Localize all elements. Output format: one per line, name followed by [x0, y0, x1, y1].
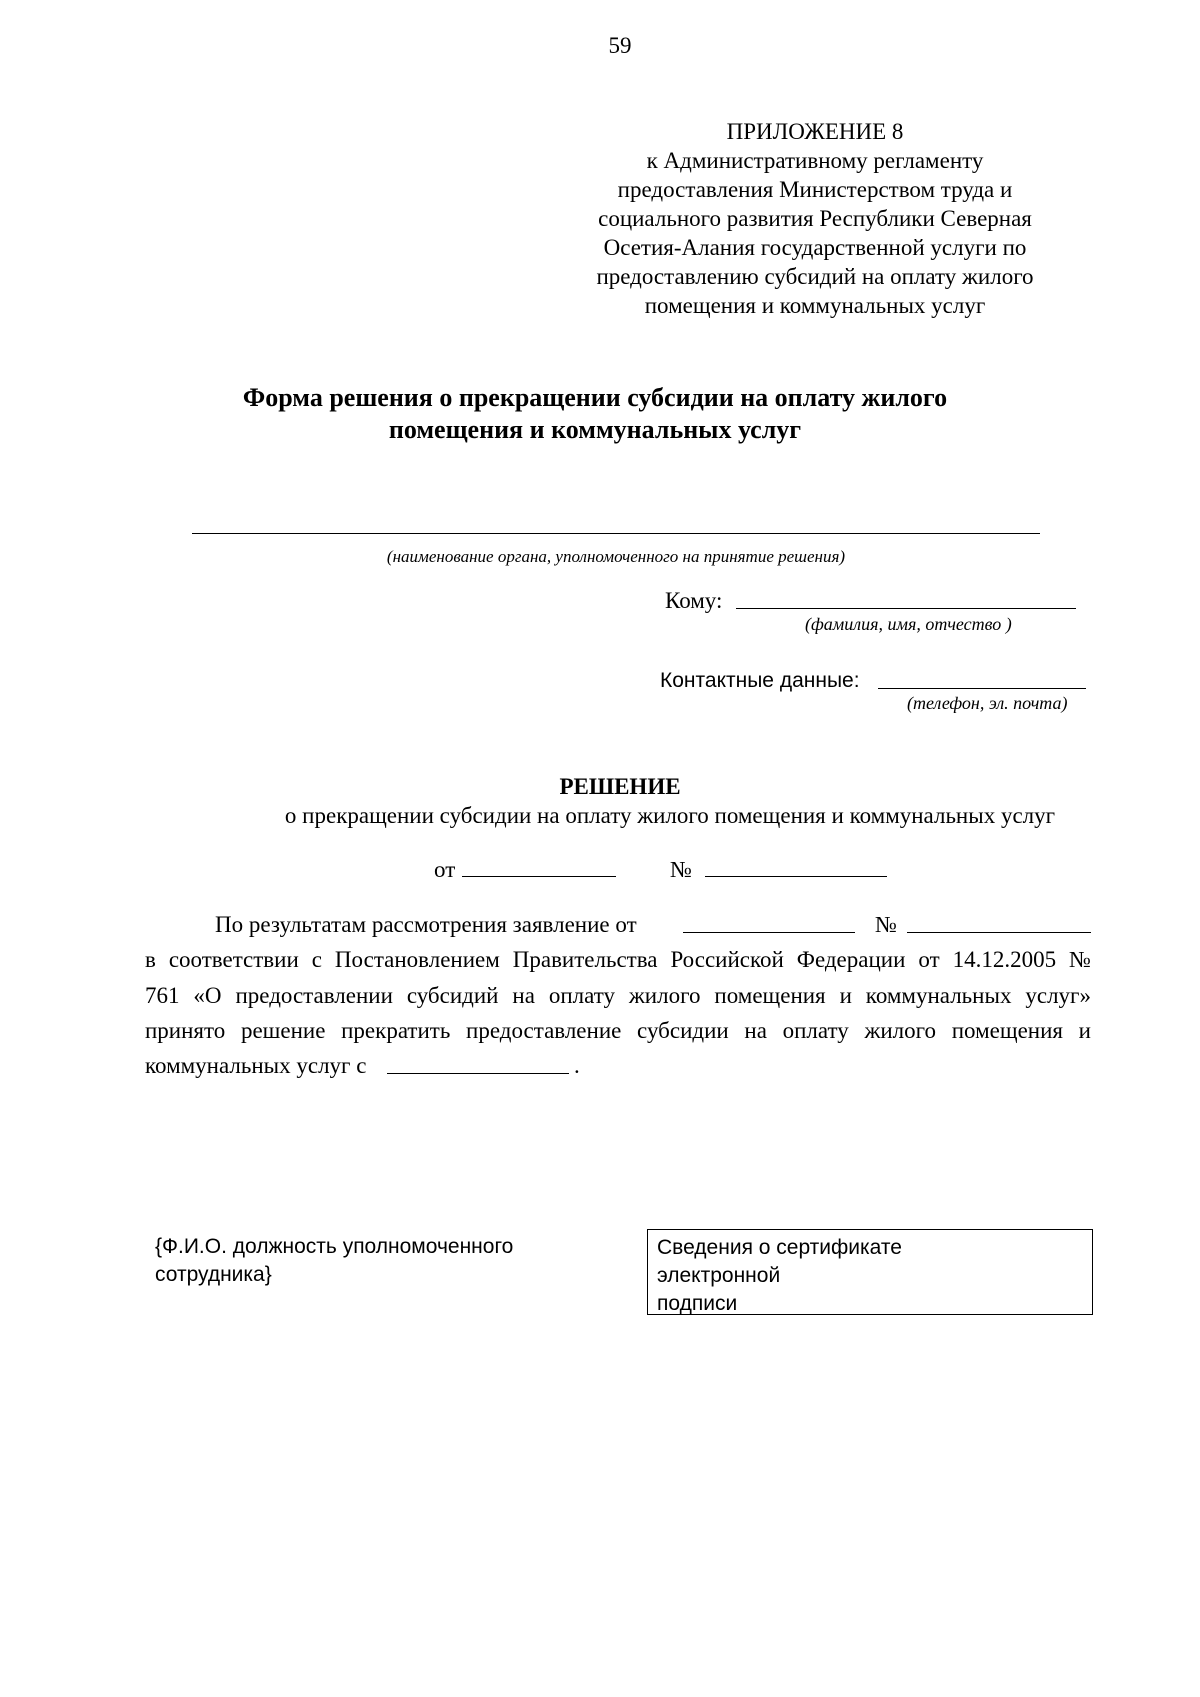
body-line4: принято решение прекратить предоставление субсидии на оплату жилого помещения и — [145, 1018, 1091, 1043]
signature-certificate-box — [647, 1229, 1093, 1315]
signatory-line1: {Ф.И.О. должность уполномоченного — [155, 1235, 514, 1258]
termination-date-line — [387, 1073, 569, 1074]
recipient-field-line — [736, 608, 1076, 609]
form-title-line1: Форма решения о прекращении субсидии на оплату жилого — [242, 383, 948, 412]
appendix-line: к Административному регламенту — [646, 148, 984, 173]
appendix-line: предоставления Министерством труда и — [617, 177, 1013, 202]
decision-heading: РЕШЕНИЕ — [559, 774, 681, 799]
page-number: 59 — [608, 33, 632, 58]
decision-subheading: о прекращении субсидии на оплату жилого помещения и коммунальных услуг — [284, 803, 1056, 828]
body-line1-text: По результатам рассмотрения заявление от — [215, 912, 637, 937]
form-title-line2: помещения и коммунальных услуг — [388, 415, 802, 444]
contacts-label: Контактные данные: — [660, 669, 860, 692]
signatory-line2: сотрудника} — [155, 1263, 272, 1286]
appendix-block — [580, 117, 1050, 320]
form-title — [150, 382, 1040, 446]
application-number-line — [907, 932, 1091, 933]
decision-number-line — [705, 876, 887, 877]
appendix-line: помещения и коммунальных услуг — [644, 293, 986, 318]
certificate-line1: Сведения о сертификате — [657, 1236, 902, 1259]
body-line2: в соответствии с Постановлением Правительства Российской Федерации от 14.12.2005 № — [145, 947, 1091, 972]
contacts-field-line — [878, 688, 1086, 689]
certificate-line2: электронной — [657, 1264, 781, 1287]
appendix-title: ПРИЛОЖЕНИЕ 8 — [726, 119, 904, 144]
contacts-caption: (телефон, эл. почта) — [907, 693, 1068, 713]
body-line3: 761 «О предоставлении субсидий на оплату жилого помещения и коммунальных услуг» — [145, 983, 1091, 1008]
appendix-line: предоставлению субсидий на оплату жилого — [596, 264, 1034, 289]
application-date-line — [683, 932, 855, 933]
body-line5-end: . — [574, 1053, 580, 1078]
decision-date-label: от — [434, 857, 456, 882]
appendix-line: социального развития Республики Северная — [598, 206, 1032, 231]
authority-caption: (наименование органа, уполномоченного на принятие решения) — [386, 547, 846, 566]
decision-number-label: № — [670, 857, 692, 882]
recipient-label: Кому: — [665, 588, 723, 613]
application-number-label: № — [875, 912, 897, 937]
recipient-caption: (фамилия, имя, отчество ) — [805, 614, 1012, 634]
body-line5-text: коммунальных услуг с — [145, 1053, 367, 1078]
certificate-line3: подписи — [657, 1292, 738, 1315]
authority-name-line — [192, 533, 1040, 534]
appendix-line: Осетия-Алания государственной услуги по — [603, 235, 1027, 260]
signatory-block — [155, 1233, 513, 1289]
decision-date-line — [462, 876, 616, 877]
